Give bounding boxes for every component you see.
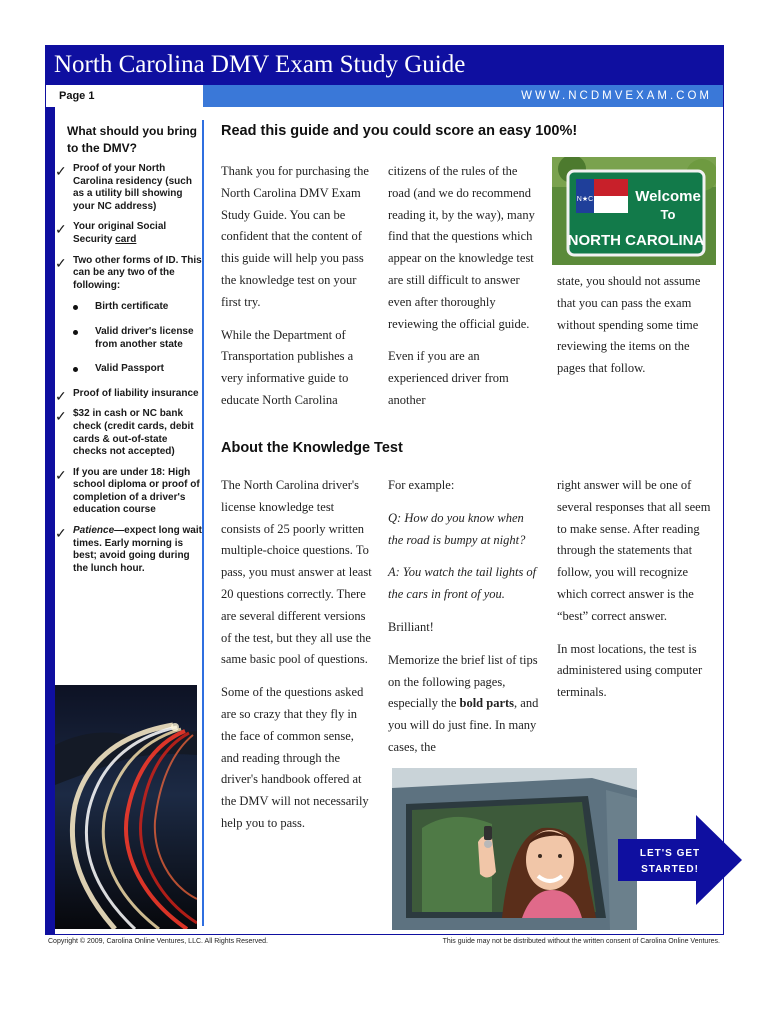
arrow-right-icon (618, 815, 742, 905)
paragraph: Some of the questions asked are so crazy that they fly in the face of common sense, and reading through the driver's handbook offered at the DMV will not necessarily help you to pass. (221, 685, 369, 830)
checklist-item-underlined: card (115, 233, 137, 245)
section2-col1 (221, 475, 373, 846)
paragraph: Thank you for purchasing the North Carolina DMV Exam Study Guide. You can be confident that the content of this guide will help you pass the knowledge test on your first try. (221, 164, 369, 309)
checklist-item-text: Two other forms of ID. This can be any two of the following: (73, 254, 202, 291)
bullet-icon (73, 330, 78, 335)
checklist-item-text: Proof of liability insurance (73, 387, 199, 399)
checklist-item (55, 387, 203, 404)
section2-heading: About the Knowledge Test (221, 440, 403, 456)
paragraph: Even if you are an experienced driver from another (388, 349, 509, 407)
checklist-item-emphasis: Patience (73, 525, 115, 537)
sidebar-heading: What should you bring to the DMV? (67, 124, 197, 155)
cta-line1: LET'S GET (639, 848, 701, 859)
sign-to-text: To (660, 207, 676, 222)
welcome-sign-svg (552, 157, 716, 265)
bullet-icon (73, 367, 78, 372)
paragraph: While the Department of Transportation publishes a very informative guide to educate North Carolina (221, 327, 354, 407)
paragraph: For example: (388, 478, 455, 492)
cta-line2: STARTED! (641, 864, 699, 875)
sidebar (55, 107, 203, 687)
checklist-item-text: Proof of your North Carolina residency (such as a utility bill showing your NC address) (73, 163, 192, 212)
dmv-checklist (55, 157, 203, 575)
id-option (73, 326, 203, 351)
checklist-item-text: Your original Social Security (73, 221, 167, 245)
example-question (388, 508, 540, 552)
checklist-item-text: —expect long wait times. Early morning is best; avoid going during the lunch hour. (73, 525, 202, 574)
section2-col2 (388, 475, 540, 770)
sign-state-text: NORTH CAROLINA (567, 232, 705, 249)
id-option-text: Birth certificate (95, 301, 169, 313)
page-title: North Carolina DMV Exam Study Guide (45, 45, 724, 85)
checklist-item-text: $32 in cash or NC bank check (credit cards, debit cards & out-of-state checks not accepted) (73, 408, 194, 458)
checklist-item-text: If you are under 18: High school diploma or proof of completion of a driver's education course (73, 466, 200, 516)
driver-photo-svg (392, 768, 637, 930)
checklist-item (55, 163, 203, 213)
example-question-text: Q: How do you know when the road is bumpy at night? (388, 510, 526, 547)
copyright-notice: Copyright © 2009, Carolina Online Ventures, LLC. All Rights Reserved. (48, 938, 268, 945)
website-url[interactable]: WWW.NCDMVEXAM.COM (203, 85, 724, 107)
highway-light-trails-photo (55, 685, 197, 929)
page-number: Page 1 (45, 85, 203, 107)
driver-with-keys-photo (392, 768, 637, 930)
column-divider (202, 120, 204, 926)
paragraph: The North Carolina driver's license knowledge test consists of 25 poorly written multiple-choice questions. To pass, you must answer at least 20 questions correctly. There are several different versions of the test, but they all use the same basic pool of questions. (221, 478, 372, 667)
sign-welcome-text: Welcome (635, 188, 701, 205)
paragraph: In most locations, the test is administered using computer terminals. (557, 641, 703, 700)
checkmark-icon: ✓ (55, 221, 67, 238)
id-option-text: Valid driver's license from another state (95, 325, 194, 350)
left-accent-rule (45, 107, 55, 935)
checkmark-icon: ✓ (55, 525, 67, 542)
section2-col3 (557, 475, 717, 715)
checkmark-icon: ✓ (55, 163, 67, 179)
section1-col1 (221, 161, 373, 423)
paragraph: Brilliant! (388, 619, 434, 634)
section1-heading: Read this guide and you could score an easy 100%! (221, 123, 578, 139)
bullet-icon (73, 305, 78, 310)
paragraph-bold: bold parts (459, 696, 515, 711)
example-answer-text: A: You watch the tail lights of the cars in front of you. (388, 565, 537, 602)
flag-letters: N★C (576, 196, 594, 203)
paragraph: state, you should not assume that you can pass the exam without spending some time reviewing the items on the pages that follow. (557, 274, 701, 376)
checklist-item (55, 255, 203, 376)
checkmark-icon: ✓ (55, 387, 67, 404)
paragraph: citizens of the rules of the road (and we do recommend reading it, by the way), many find that the questions which appear on the knowledge test are still difficult to answer even after thoroughly reviewing the official guide. (388, 164, 535, 331)
paragraph-text: Memorize the brief list of tips on the following pages, especially the (388, 652, 538, 711)
checklist-item (55, 467, 203, 517)
checklist-item (55, 525, 203, 575)
checkmark-icon: ✓ (55, 466, 67, 483)
checkmark-icon: ✓ (55, 254, 67, 271)
highway-photo-svg (55, 685, 197, 929)
example-answer (388, 562, 540, 606)
section1-col3 (557, 271, 717, 391)
welcome-to-north-carolina-sign-photo (552, 157, 716, 265)
paragraph (388, 650, 540, 759)
lets-get-started-arrow-button[interactable] (618, 815, 742, 905)
study-guide-page (45, 45, 724, 935)
checklist-item (55, 408, 203, 458)
id-option (73, 301, 203, 314)
paragraph-text: , and you will do just fine. In many cases, the (388, 696, 539, 754)
checkmark-icon: ✓ (55, 408, 67, 425)
distribution-notice: This guide may not be distributed without the written consent of Carolina Online Ventures. (442, 938, 720, 945)
id-option-text: Valid Passport (95, 363, 164, 375)
id-option (73, 363, 203, 376)
checklist-item (55, 221, 203, 246)
paragraph: right answer will be one of several responses that all seem to make sense. After reading through the statements that follow, you will recognize which correct answer is the “best” correct answer. (557, 478, 711, 623)
section1-col2 (388, 161, 540, 423)
id-options-list (73, 292, 203, 375)
